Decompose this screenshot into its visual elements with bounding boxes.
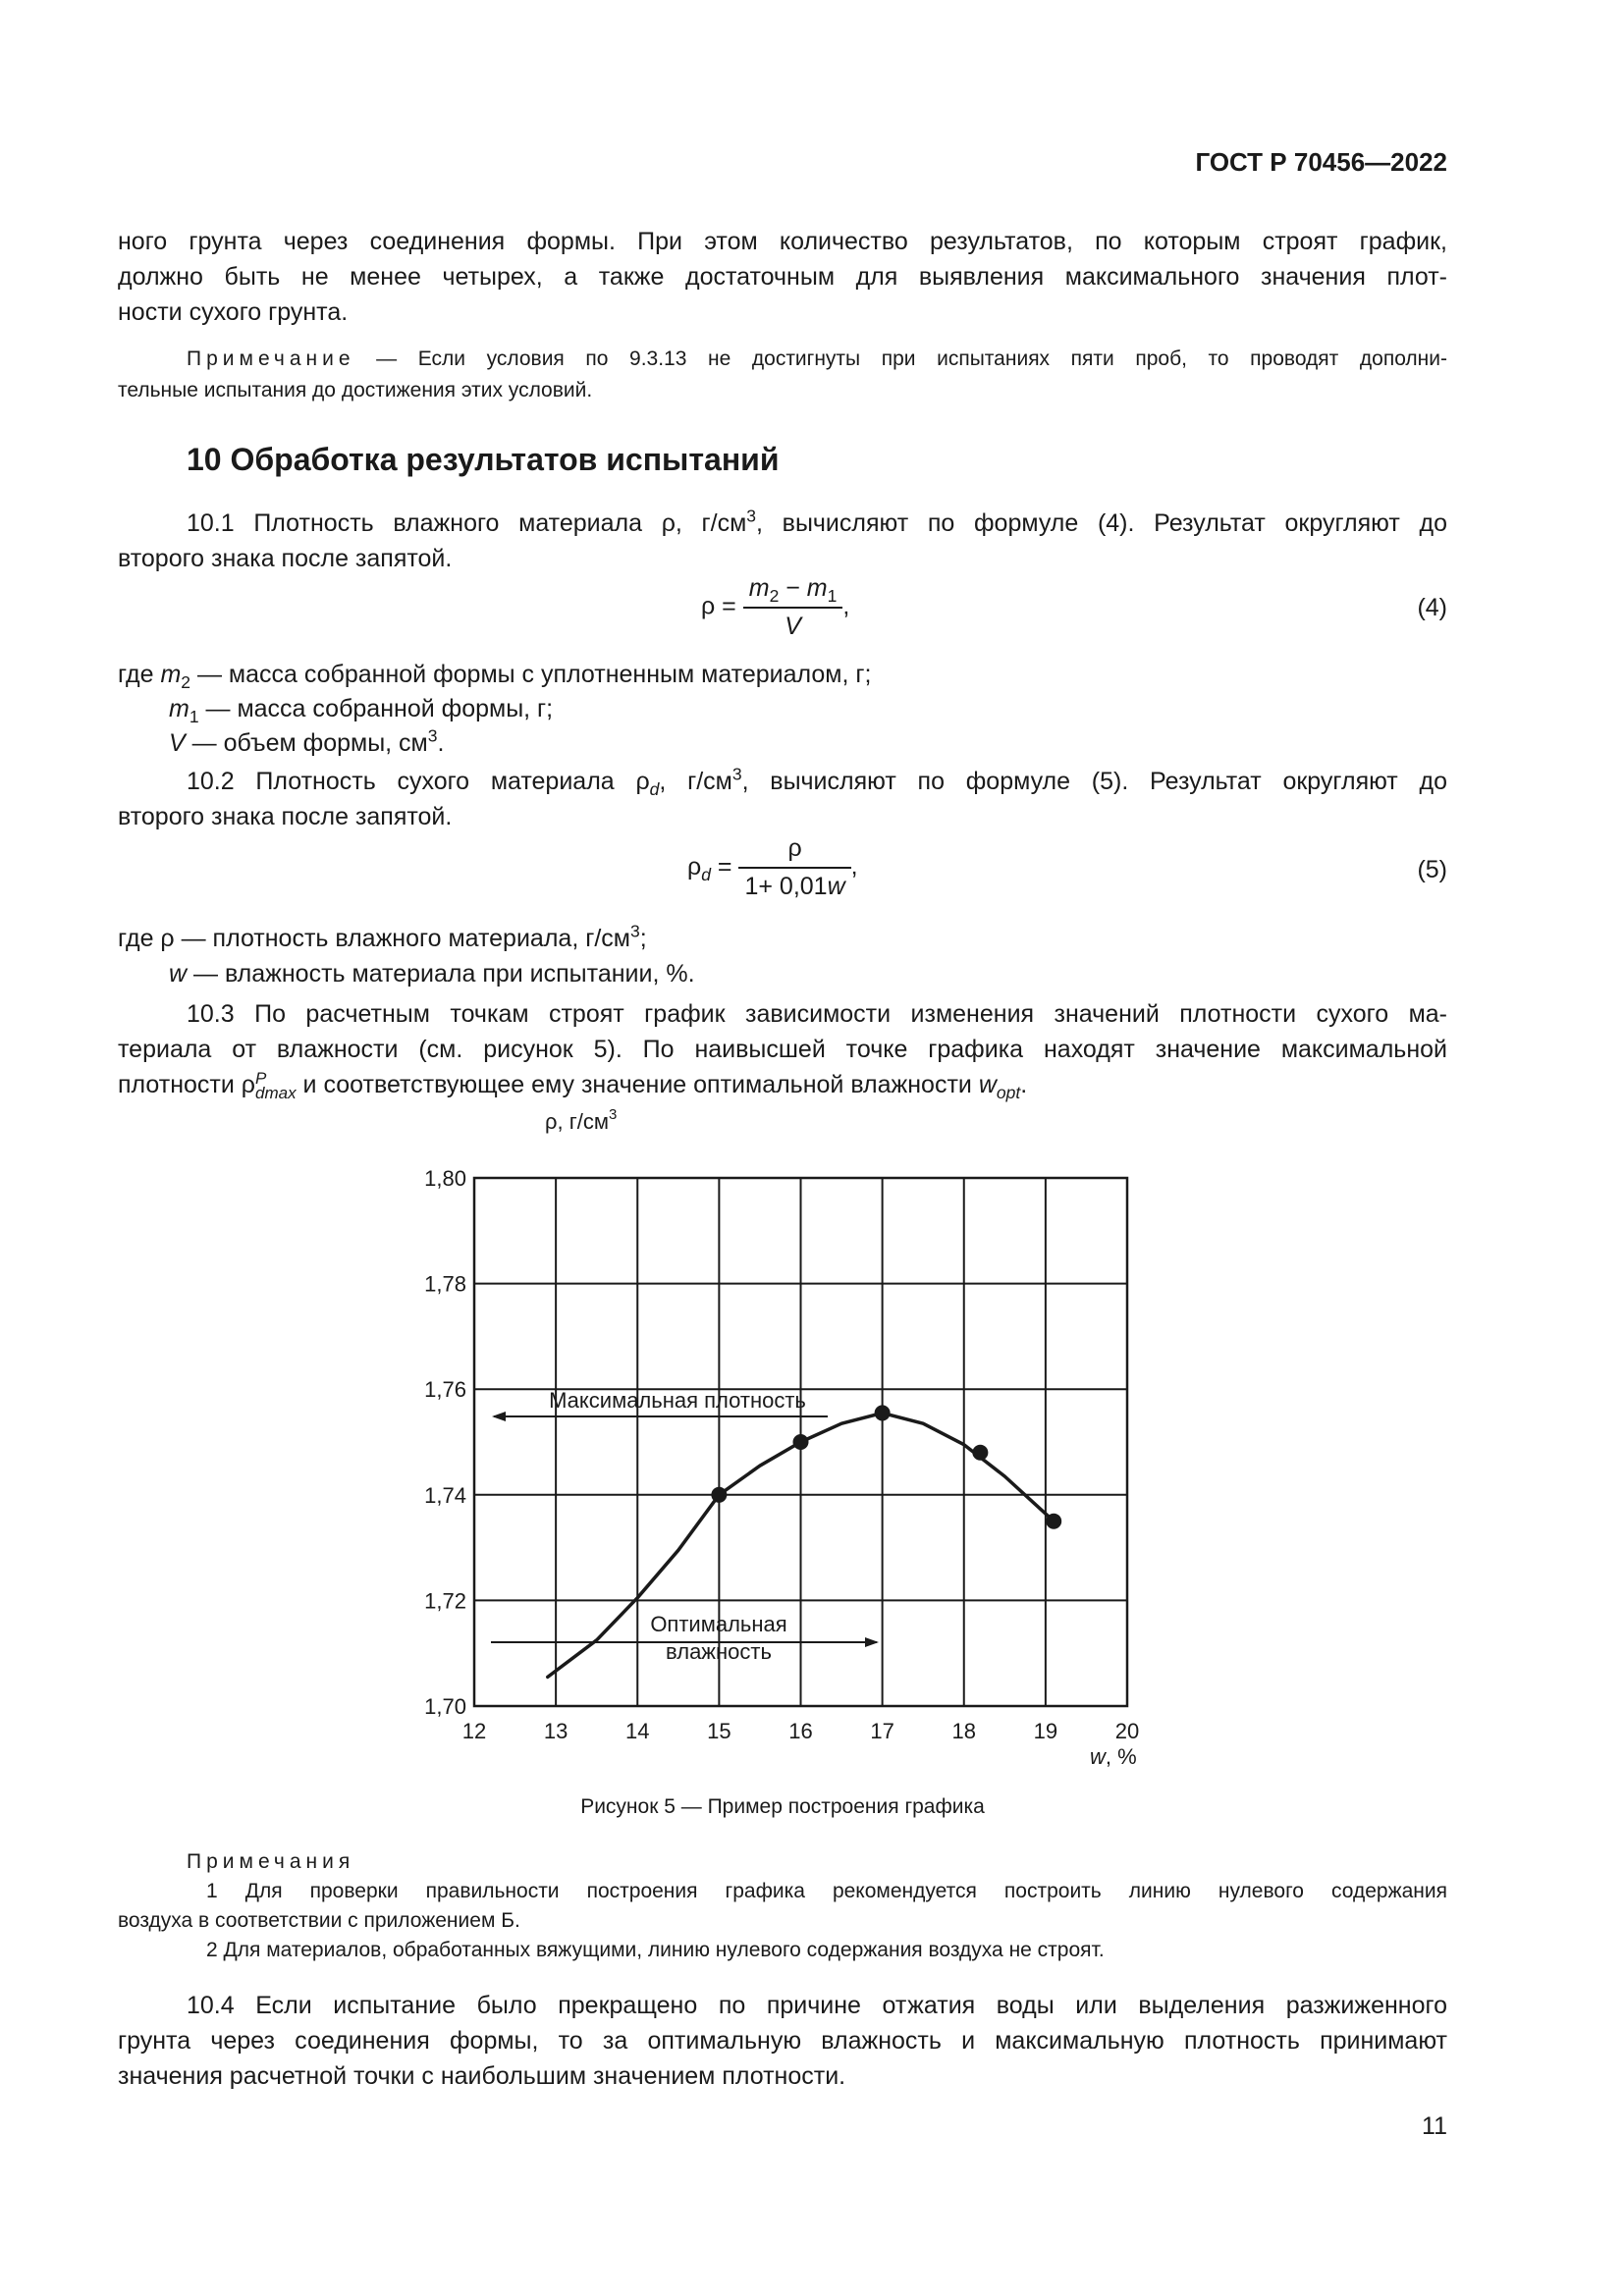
page-number: 11 xyxy=(1422,2112,1447,2140)
p103-line-3: плотности ρ P dmax и соответствующее ему значение оптимальной влажности $w_{opt}$. xyxy=(118,1069,1028,1103)
p104-line-3: значения расчетной точки с наибольшим значением плотности. xyxy=(118,2062,846,2090)
eq5-comma: , xyxy=(850,852,858,881)
eq5-denominator: 1+ 0,01w xyxy=(744,873,845,900)
density-curve xyxy=(548,1413,1054,1677)
p101-line-1 xyxy=(187,507,1447,540)
where4-m2: где $m_2$ — масса собранной формы с уплотненным материалом, г; xyxy=(118,661,872,692)
eq4-lhs: ρ = xyxy=(701,592,736,620)
data-point xyxy=(875,1405,891,1420)
intro-line-1: ного грунта через соединения формы. При этом количество результатов, по которым строят график, xyxy=(118,228,1447,255)
y-tick-label: 1,70 xyxy=(424,1694,466,1719)
x-tick-label: 18 xyxy=(951,1719,976,1743)
plot-frame xyxy=(474,1178,1127,1706)
where4-m1: $m_1$ — масса собранной формы, г; xyxy=(169,695,554,726)
max-density-label: Максимальная плотность xyxy=(549,1388,806,1413)
intro-line-2: должно быть не менее четырех, а также достаточным для выявления максимального значения плот- xyxy=(118,263,1447,291)
y-axis-label: ρ, $г/см^3$ xyxy=(545,1106,618,1134)
p103-line-1: 10.3 По расчетным точкам строят график зависимости изменения значений плотности сухого ма- xyxy=(187,1000,1447,1028)
where4-v: V — объем формы, $см^3$. xyxy=(169,725,445,757)
equation-5-number: (5) xyxy=(1417,856,1447,883)
p101-text-b: , вычисляют по формуле (4). Результат округляют до xyxy=(756,509,1447,537)
data-point xyxy=(711,1487,727,1503)
intro-line-3: ности сухого грунта. xyxy=(118,298,349,326)
p101-sup: 3 xyxy=(746,506,757,526)
p104-line-2: грунта через соединения формы, то за оптимальную влажность и максимальную плотность принимают xyxy=(118,2027,1447,2055)
notes-2-item-1-line-1: 1 Для проверки правильности построения графика рекомендуется построить линию нулевого содержания xyxy=(206,1880,1447,1902)
notes-2-item-2: 2 Для материалов, обработанных вяжущими, линию нулевого содержания воздуха не строят. xyxy=(206,1939,1105,1961)
x-tick-label: 15 xyxy=(707,1719,731,1743)
x-tick-label: 16 xyxy=(788,1719,813,1743)
eq4-numerator: $m_2 - m_1$ xyxy=(743,572,843,609)
where5-rho: где ρ — плотность влажного материала, $г/см^3$; xyxy=(118,921,647,952)
note-1-text: — Если условия по 9.3.13 не достигнуты при испытаниях пяти проб, то проводят дополни- xyxy=(354,347,1447,370)
notes-2-item-1-line-2: воздуха в соответствии с приложением Б. xyxy=(118,1909,520,1932)
figure-caption: Рисунок 5 — Пример построения графика xyxy=(580,1795,985,1818)
x-tick-label: 19 xyxy=(1033,1719,1058,1743)
p102-line-2: второго знака после запятой. xyxy=(118,803,453,830)
document-code: ГОСТ Р 70456—2022 xyxy=(1195,147,1447,177)
x-tick-label: 17 xyxy=(870,1719,894,1743)
equation-5 xyxy=(687,832,858,903)
eq5-numerator: ρ xyxy=(738,832,850,869)
section-title: 10 Обработка результатов испытаний xyxy=(187,442,780,477)
p101-text-a: 10.1 Плотность влажного материала ρ, г/см xyxy=(187,509,747,537)
p102-line-1: 10.2 Плотность сухого материала $\rho_d$, $г/см^3$, вычисляют по формуле (5). Результат округляют до xyxy=(187,764,1447,799)
optimal-moisture-label-2: влажность xyxy=(666,1639,772,1664)
where5-w: w — влажность материала при испытании, %. xyxy=(169,960,695,988)
y-tick-label: 1,76 xyxy=(424,1377,466,1403)
equation-4 xyxy=(701,572,849,643)
y-tick-label: 1,80 xyxy=(424,1166,466,1191)
eq4-comma: , xyxy=(842,592,850,620)
p103-line-2: териала от влажности (см. рисунок 5). По наивысшей точке графика находят значение максимальной xyxy=(118,1036,1447,1063)
y-tick-label: 1,72 xyxy=(424,1588,466,1614)
x-tick-label: 14 xyxy=(625,1719,650,1743)
x-tick-label: 13 xyxy=(543,1719,568,1743)
equation-4-number: (4) xyxy=(1417,594,1447,621)
eq4-denominator: V xyxy=(785,613,801,640)
eq5-fraction xyxy=(738,832,850,903)
data-point xyxy=(972,1445,988,1461)
y-tick-label: 1,74 xyxy=(424,1482,466,1508)
notes-2-label: Примечания xyxy=(187,1850,355,1873)
note-1-line-1 xyxy=(187,346,1447,373)
p101-line-2: второго знака после запятой. xyxy=(118,545,453,572)
x-axis-label: w, % xyxy=(1090,1744,1137,1769)
data-point xyxy=(793,1434,809,1450)
data-point xyxy=(1046,1514,1061,1529)
p104-line-1: 10.4 Если испытание было прекращено по причине отжатия воды или выделения разжиженного xyxy=(187,1992,1447,2019)
note-1-label: Примечание xyxy=(187,347,355,370)
eq4-fraction xyxy=(743,572,843,643)
x-tick-label: 20 xyxy=(1114,1719,1140,1743)
note-1-line-2: тельные испытания до достижения этих условий. xyxy=(118,379,593,401)
optimal-moisture-label-1: Оптимальная xyxy=(650,1612,787,1636)
y-tick-label: 1,78 xyxy=(424,1271,466,1297)
eq5-lhs: $\rho_d$ = xyxy=(687,852,732,884)
x-tick-label: 12 xyxy=(461,1719,487,1743)
